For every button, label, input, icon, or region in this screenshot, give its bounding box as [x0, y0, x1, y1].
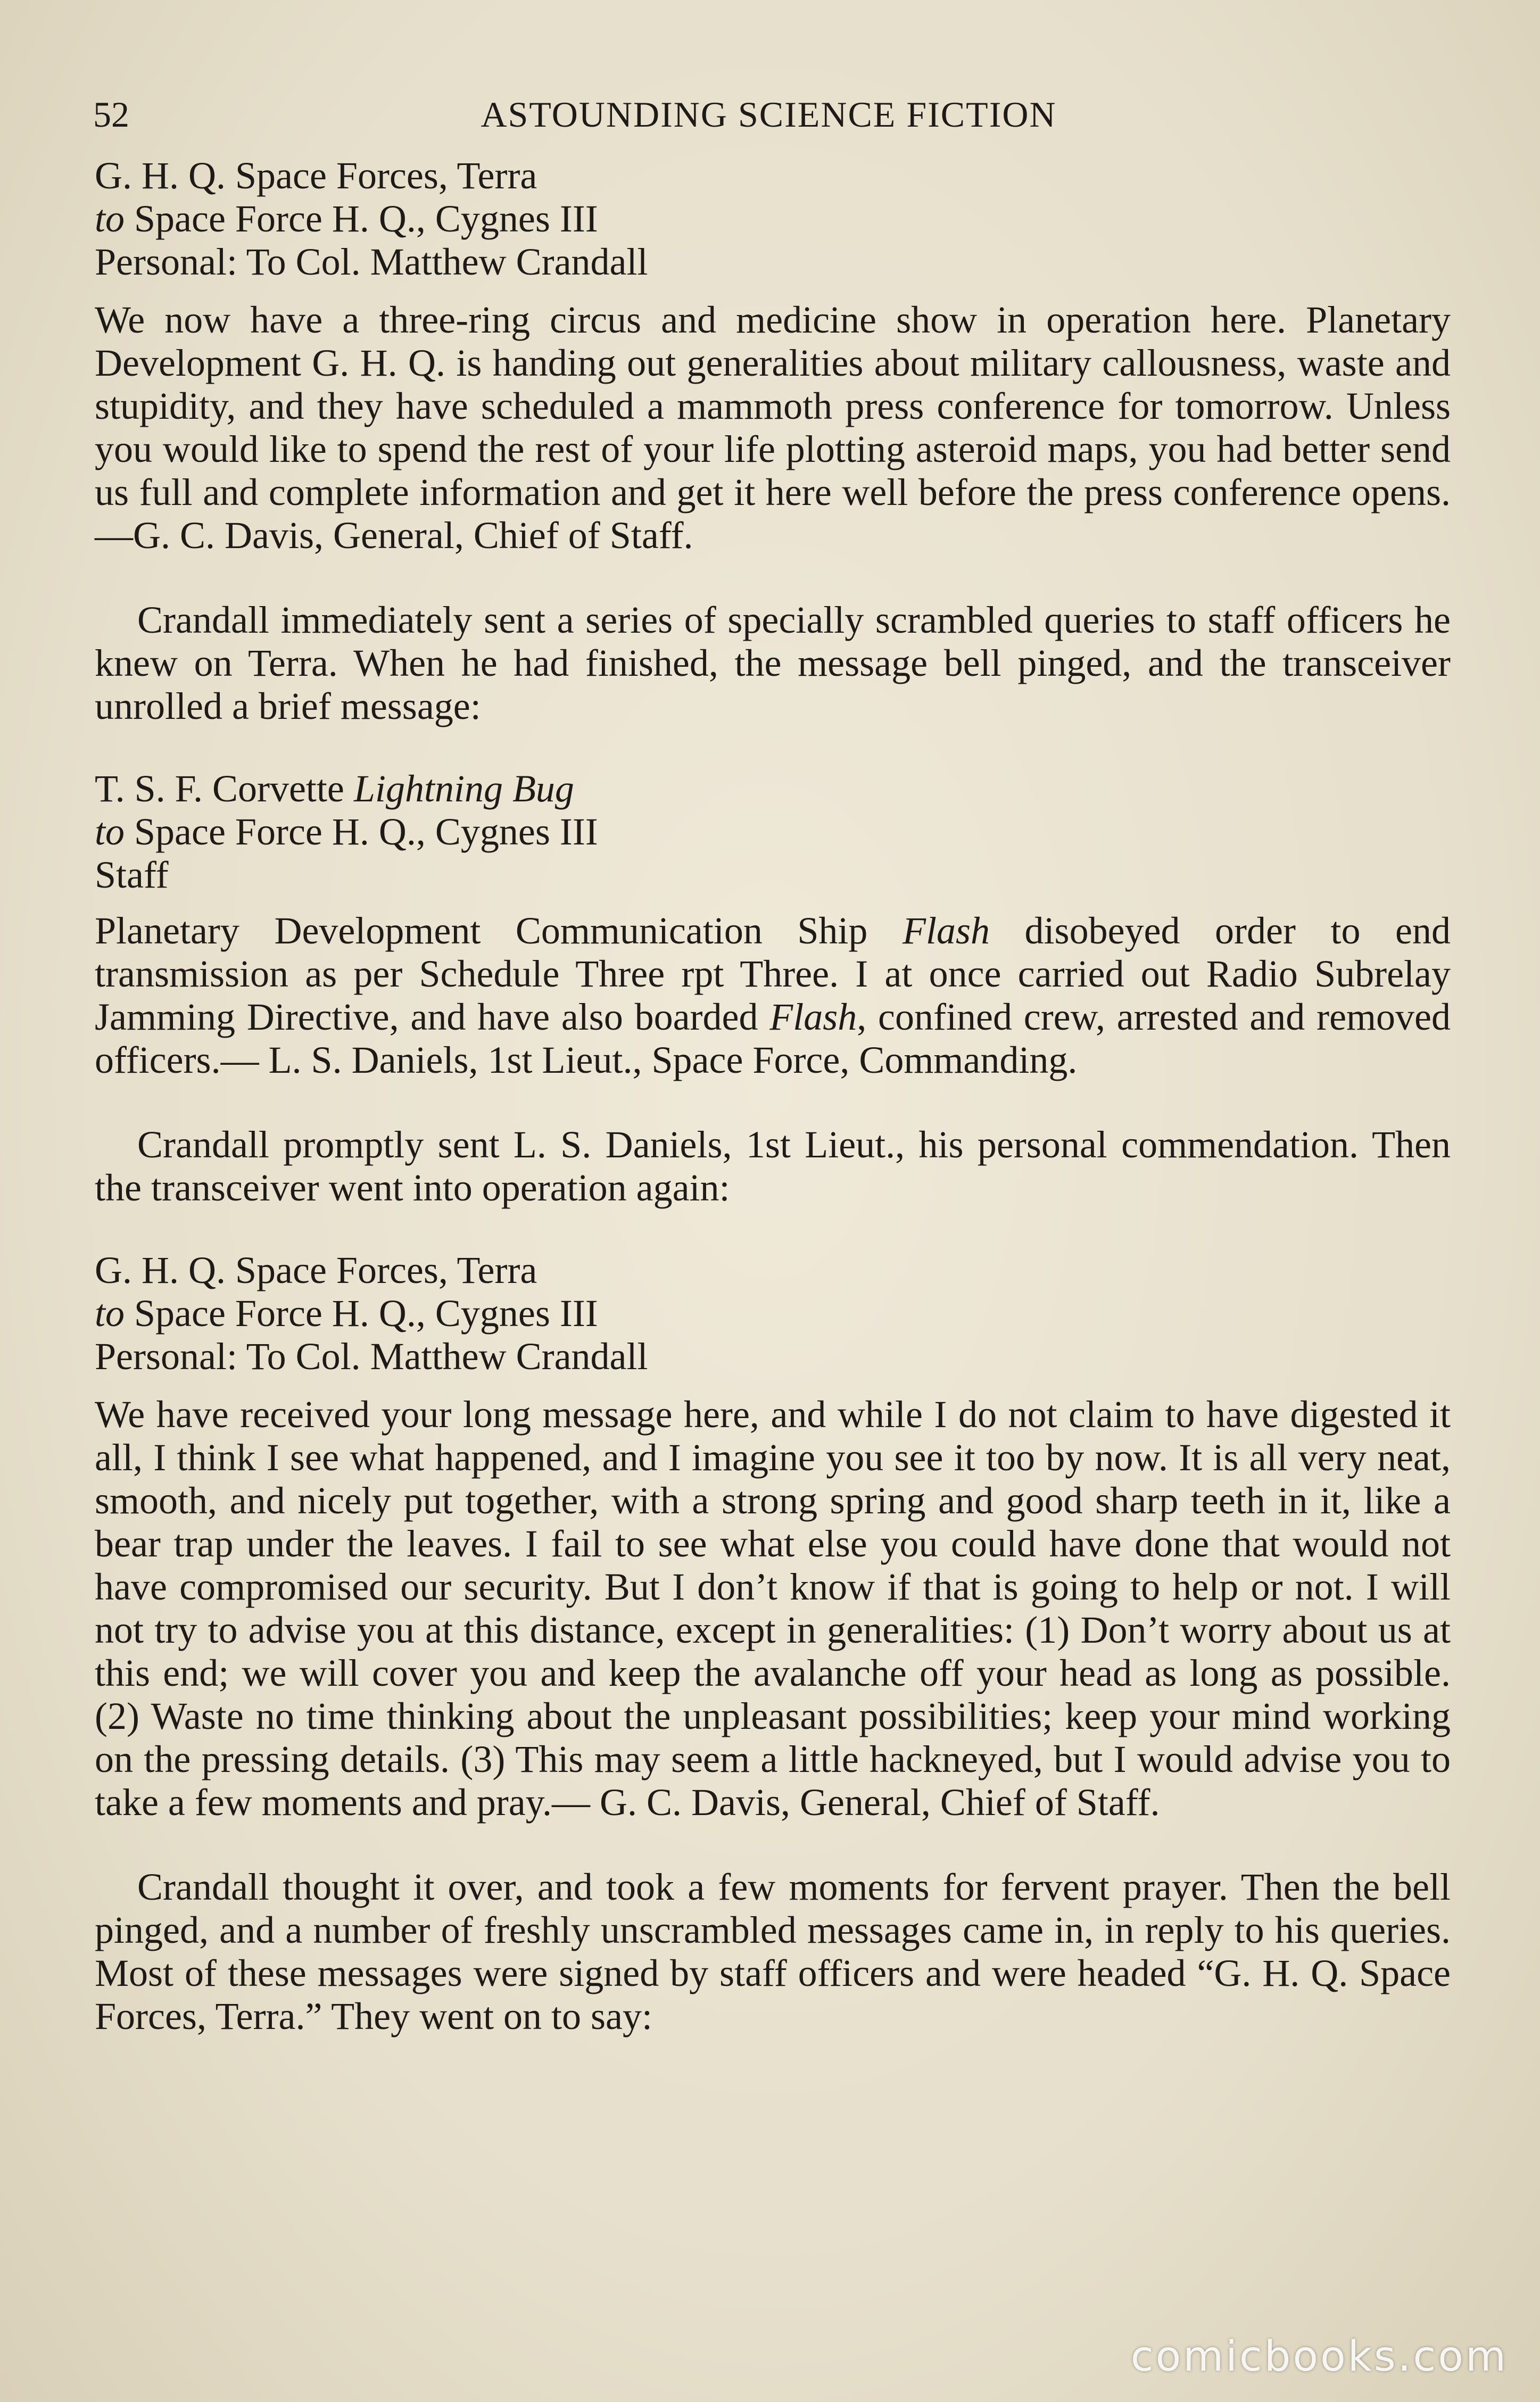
message-1-to-rest: Space Force H. Q., Cygnes III — [125, 197, 598, 240]
message-3-addressee: Personal: To Col. Matthew Crandall — [95, 1335, 648, 1378]
message-2-addressee: Staff — [95, 854, 169, 896]
message-2-ship-flash-1: Flash — [902, 909, 990, 952]
page-number: 52 — [93, 94, 129, 135]
message-2-to — [95, 810, 1451, 854]
message-2-ship-name: Lightning Bug — [353, 767, 574, 810]
narration-3: Crandall thought it over, and took a few moments for fervent prayer. Then the bell pinged, and a number of freshly unscrambled messages came in, in reply to his queries. Most of these messages were signed by staff officers and were headed “G. H. Q. Space Forces, Terra.” They went on to say: — [95, 1866, 1451, 2037]
message-3-to — [95, 1292, 1451, 1335]
message-1-addressee: Personal: To Col. Matthew Crandall — [95, 241, 648, 283]
message-3-from: G. H. Q. Space Forces, Terra — [95, 1249, 537, 1291]
watermark: comicbooks.com — [1130, 2333, 1508, 2381]
journal-title: ASTOUNDING SCIENCE FICTION — [481, 94, 1057, 135]
message-2-body-part-2: disobeyed order to end transmission as per Schedule Three rpt Three. I at once carried out Radio Subrelay Jamming Directive, and have also boarded — [95, 909, 1451, 1038]
message-2-from — [95, 767, 1451, 810]
message-3-header — [95, 1249, 1451, 1378]
message-3-body: We have received your long message here, and while I do not claim to have digested it all, I think I see what happened, and I imagine you see it too by now. It is all very neat, smooth, and nicely put together, with a strong spring and good sharp teeth in it, like a bear trap under the leaves. I fail to see what else you could have done that would not have compromised our security. But I don’t know if that is going to help or not. I will not try to advise you at this distance, except in generalities: (1) Don’t worry about us at this end; we will cover you and keep the avalanche off your head as long as possible. (2) Waste no time thinking about the unpleasant possibilities; keep your mind working on the pressing details. (3) This may seem a little hackneyed, but I would advise you to take a few moments and pray.— G. C. Davis, General, Chief of Staff. — [95, 1393, 1451, 1824]
message-3-to-rest: Space Force H. Q., Cygnes III — [125, 1292, 598, 1335]
message-1-from: G. H. Q. Space Forces, Terra — [95, 154, 537, 197]
message-1-to-word: to — [95, 197, 125, 240]
message-1-header — [95, 154, 1451, 284]
message-1-body: We now have a three-ring circus and medicine show in operation here. Planetary Development G. H. Q. is handing out generalities about military callousness, waste and stupidity, and they have scheduled a mammoth press conference for tomorrow. Unless you would like to spend the rest of your life plotting asteroid maps, you had better send us full and complete information and get it here well before the press conference opens.—G. C. Davis, General, Chief of Staff. — [95, 299, 1451, 557]
message-2-ship-flash-2: Flash — [769, 996, 857, 1038]
narration-1: Crandall immediately sent a series of specially scrambled queries to staff officers he knew on Terra. When he had finished, the message bell pinged, and the transceiver unrolled a brief message: — [95, 599, 1451, 727]
message-2-body-part-3: , confined crew, arrested and removed officers.— L. S. Daniels, 1st Lieut., Space Force, Commanding. — [95, 996, 1451, 1081]
message-3-to-word: to — [95, 1292, 125, 1335]
message-2-to-word: to — [95, 810, 125, 853]
message-2-body — [95, 909, 1451, 1082]
message-2-header — [95, 767, 1451, 897]
page-content — [95, 154, 1451, 2038]
message-2-from-plain: T. S. F. Corvette — [95, 767, 354, 810]
running-head — [93, 90, 1444, 138]
narration-2: Crandall promptly sent L. S. Daniels, 1st Lieut., his personal commendation. Then the transceiver went into operation again: — [95, 1123, 1451, 1209]
message-1-to — [95, 197, 1451, 241]
message-2-to-rest: Space Force H. Q., Cygnes III — [125, 810, 598, 853]
message-2-body-part-1: Planetary Development Communication Ship — [95, 909, 903, 952]
